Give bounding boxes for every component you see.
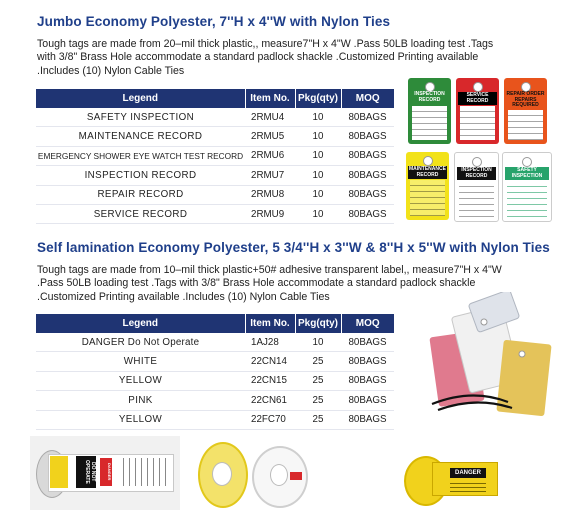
roll-grid xyxy=(118,458,168,486)
table-row xyxy=(36,352,394,371)
tag-label: SAFETY INSPECTION xyxy=(505,167,549,180)
cell-legend: SERVICE RECORD xyxy=(36,204,245,223)
table-row xyxy=(36,166,394,185)
inspection-record-tag xyxy=(408,78,451,144)
cell-item-no: 2RMU9 xyxy=(245,204,295,223)
cell-legend: EMERGENCY SHOWER EYE WATCH TEST RECORD xyxy=(36,146,245,165)
cell-item-no: 22FC70 xyxy=(245,410,295,429)
table-row xyxy=(36,410,394,429)
roll-photo-3 xyxy=(396,436,510,510)
cell-pkg-qty: 10 xyxy=(295,146,341,165)
cell-moq: 80BAGS xyxy=(341,185,394,204)
desc-line: Tough tags are made from 20–mil thick plastic,, measure7"H x 4"W .Pass 50LB loading test .Tags xyxy=(37,38,494,50)
cell-legend: WHITE xyxy=(36,352,245,371)
col-header-moq: MOQ xyxy=(341,89,394,108)
table-row xyxy=(36,108,394,127)
tag-label: REPAIR ORDER REPAIRS REQUIRED xyxy=(506,91,545,108)
section1-table xyxy=(36,89,394,224)
table-row xyxy=(36,146,394,165)
roll-photo-2 xyxy=(190,436,330,510)
tag-label: INSPECTION RECORD xyxy=(414,91,445,103)
tags-product-image xyxy=(400,70,560,230)
col-header-legend: Legend xyxy=(36,89,245,108)
cell-pkg-qty: 10 xyxy=(295,185,341,204)
cell-item-no: 22CN15 xyxy=(245,371,295,390)
cell-pkg-qty: 10 xyxy=(295,127,341,146)
roll-right-core xyxy=(270,464,288,486)
tag-hole xyxy=(473,82,483,92)
cell-legend: DANGER Do Not Operate xyxy=(36,333,245,352)
roll-tag-lines xyxy=(450,480,486,492)
cell-moq: 80BAGS xyxy=(341,352,394,371)
tag-grid xyxy=(412,106,447,140)
cell-pkg-qty: 25 xyxy=(295,410,341,429)
inspection-record-white-tag xyxy=(454,152,499,222)
cell-legend: SAFETY INSPECTION xyxy=(36,108,245,127)
col-header-legend: Legend xyxy=(36,314,245,333)
table-header-row xyxy=(36,314,394,333)
cell-legend: YELLOW xyxy=(36,371,245,390)
cell-pkg-qty: 10 xyxy=(295,204,341,223)
lamination-tags-image xyxy=(412,292,562,422)
cell-legend: INSPECTION RECORD xyxy=(36,166,245,185)
cell-item-no: 22CN61 xyxy=(245,391,295,410)
table-row xyxy=(36,127,394,146)
cell-legend: REPAIR RECORD xyxy=(36,185,245,204)
cell-pkg-qty: 25 xyxy=(295,391,341,410)
cell-moq: 80BAGS xyxy=(341,410,394,429)
desc-line: .Includes (10) Nylon Cable Ties xyxy=(37,64,185,77)
section2-title: Self lamination Economy Polyester, 5 3/4''H x 3''W & 8''H x 5''W with Nylon Ties xyxy=(37,240,550,255)
tag-hole xyxy=(519,351,525,357)
yellow-band xyxy=(50,456,68,488)
roll-photo-1 xyxy=(30,436,180,510)
clear-label xyxy=(468,292,520,333)
cell-item-no: 2RMU5 xyxy=(245,127,295,146)
table-row xyxy=(36,333,394,352)
tag-grid xyxy=(459,181,494,217)
tag-label: INSPECTION RECORD xyxy=(457,167,496,180)
cell-moq: 80BAGS xyxy=(341,371,394,390)
cell-item-no: 2RMU8 xyxy=(245,185,295,204)
cell-pkg-qty: 10 xyxy=(295,333,341,352)
section1-title: Jumbo Economy Polyester, 7''H x 4''W with Nylon Ties xyxy=(37,14,391,29)
cell-moq: 80BAGS xyxy=(341,108,394,127)
cell-pkg-qty: 10 xyxy=(295,166,341,185)
tag-grid xyxy=(410,180,445,216)
col-header-item-no: Item No. xyxy=(245,89,295,108)
desc-line: .Customized Printing available .Includes (10) Nylon Cable Ties xyxy=(37,290,330,303)
table-row xyxy=(36,185,394,204)
cell-moq: 80BAGS xyxy=(341,204,394,223)
desc-line: with 3/8" Brass Hole accommodate a standard padlock shackle .Customized Printing available xyxy=(37,51,479,64)
cell-legend: YELLOW xyxy=(36,410,245,429)
tag-label: SERVICE RECORD xyxy=(458,92,497,105)
cell-moq: 80BAGS xyxy=(341,127,394,146)
table-row xyxy=(36,391,394,410)
cell-item-no: 2RMU6 xyxy=(245,146,295,165)
cell-pkg-qty: 25 xyxy=(295,352,341,371)
cell-moq: 80BAGS xyxy=(341,333,394,352)
col-header-pkg-qty: Pkg(qty) xyxy=(295,89,341,108)
roll-tag-text: DANGER xyxy=(450,468,486,478)
cell-moq: 80BAGS xyxy=(341,146,394,165)
cell-legend: PINK xyxy=(36,391,245,410)
tag-grid xyxy=(507,181,547,217)
col-header-moq: MOQ xyxy=(341,314,394,333)
roll-label-text: DO NOT OPERATE xyxy=(76,456,96,488)
safety-inspection-tag xyxy=(502,152,552,222)
tag-hole xyxy=(522,157,532,167)
cell-pkg-qty: 10 xyxy=(295,108,341,127)
danger-mark: DANGER xyxy=(100,458,112,486)
tag-grid xyxy=(460,106,495,140)
cell-moq: 80BAGS xyxy=(341,166,394,185)
cell-moq: 80BAGS xyxy=(341,391,394,410)
maintenance-record-tag xyxy=(406,152,449,220)
repair-order-tag xyxy=(504,78,547,144)
cell-item-no: 2RMU4 xyxy=(245,108,295,127)
tag-hole xyxy=(481,319,487,325)
tag-label: MAINTENANCE RECORD xyxy=(409,166,446,178)
table-row xyxy=(36,204,394,223)
red-warning-mark xyxy=(290,472,302,480)
section2-table xyxy=(36,314,394,430)
cell-legend: MAINTENANCE RECORD xyxy=(36,127,245,146)
col-header-pkg-qty: Pkg(qty) xyxy=(295,314,341,333)
desc-line: .Pass 50LB loading test .Tags with 3/8" Brass Hole accommodate a standard padlock shackle xyxy=(37,277,476,290)
service-record-tag xyxy=(456,78,499,144)
cell-item-no: 2RMU7 xyxy=(245,166,295,185)
roll-left-core xyxy=(212,462,232,486)
cell-item-no: 1AJ28 xyxy=(245,333,295,352)
table-header-row xyxy=(36,89,394,108)
table-row xyxy=(36,371,394,390)
desc-line: Tough tags are made from 10–mil thick plastic+50# adhesive transparent label,, measure7"H x 4"W xyxy=(37,264,502,276)
cell-pkg-qty: 25 xyxy=(295,371,341,390)
tag-grid xyxy=(508,110,543,140)
cell-item-no: 22CN14 xyxy=(245,352,295,371)
col-header-item-no: Item No. xyxy=(245,314,295,333)
tag-hole xyxy=(423,156,433,166)
tag-hole xyxy=(472,157,482,167)
